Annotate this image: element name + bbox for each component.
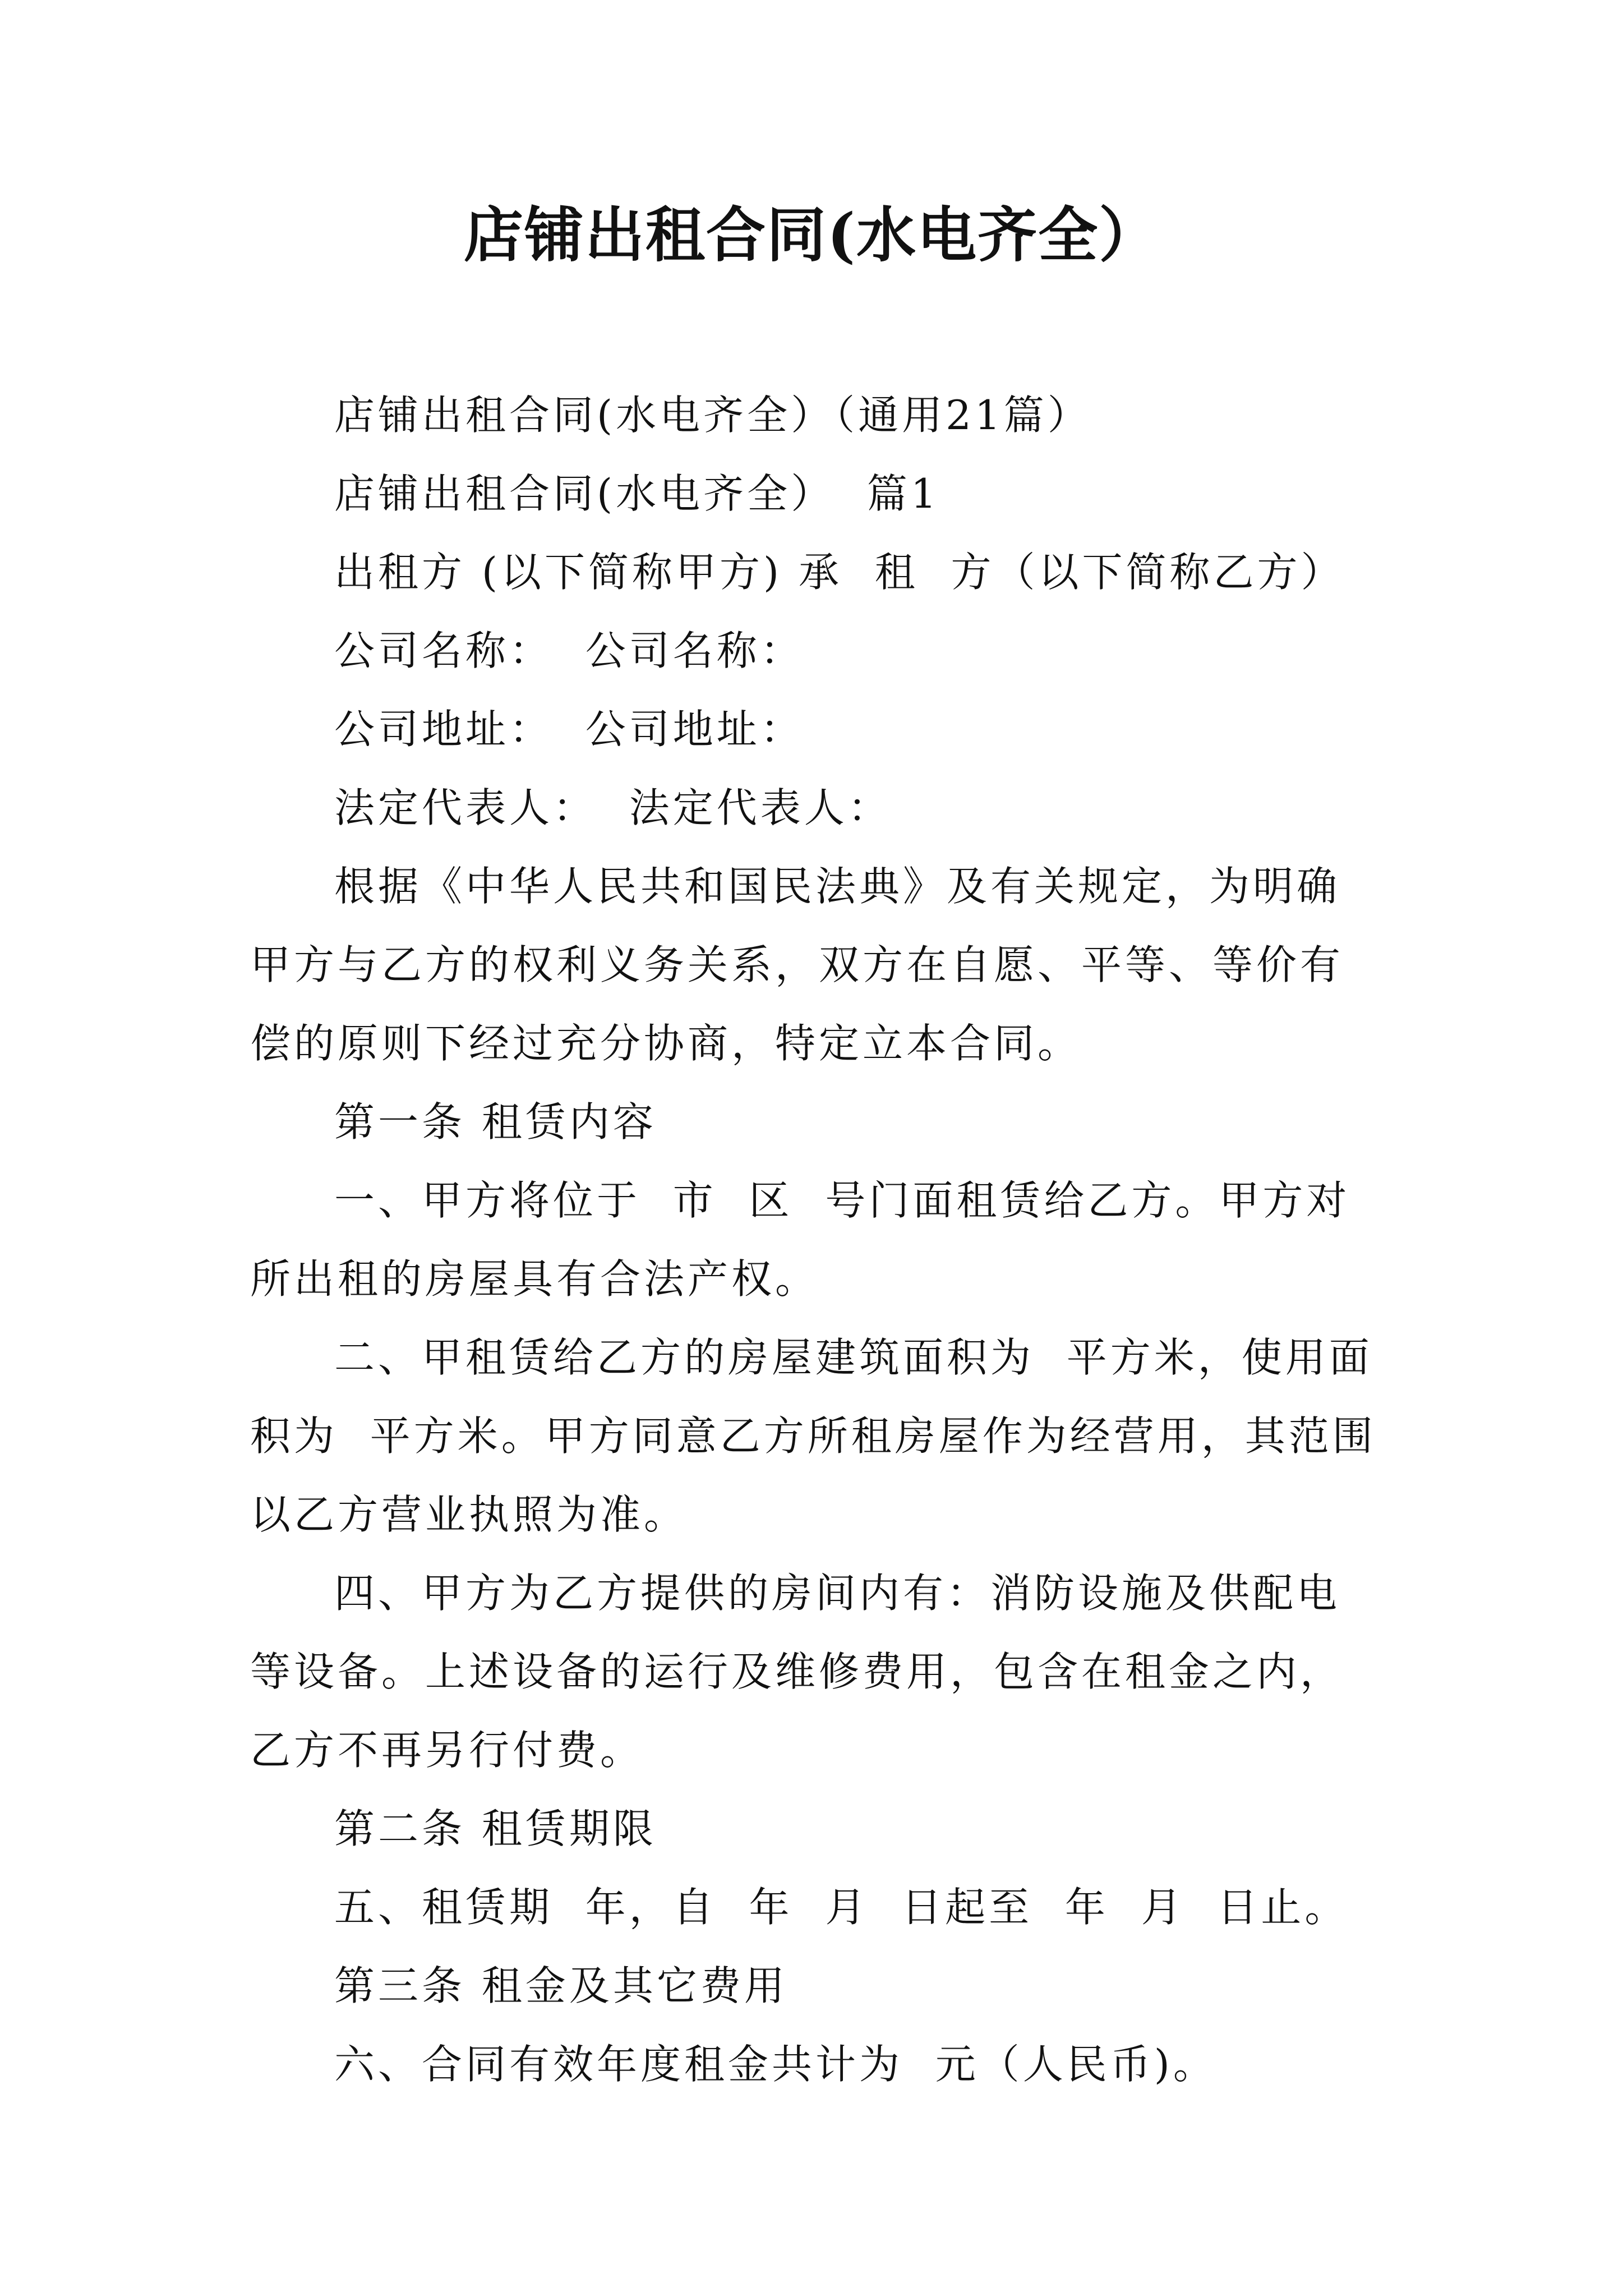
paragraph-article-1-heading: 第一条 租赁内容 [334,1098,657,1145]
paragraph-legal-representative: 法定代表人： 法定代表人： [334,784,892,831]
paragraph-article-2-heading: 第二条 租赁期限 [334,1805,657,1852]
document-body [250,376,1383,2104]
paragraph-clause-6: 六、合同有效年度租金共计为 元（人民币)。 [334,2041,1217,2088]
paragraph-clause-1: 一、甲方将位于 市 区 号门面租赁给乙方。甲方对所出租的房屋具有合法产权。 [250,1177,1350,1303]
paragraph-series-title: 店铺出租合同(水电齐全）（通用21篇） [334,392,1091,439]
paragraph-chapter-heading: 店铺出租合同(水电齐全） 篇1 [334,470,940,517]
document-title: 店铺出租合同(水电齐全） [463,200,1160,270]
paragraph-clause-4: 四、甲方为乙方提供的房间内有：消防设施及供配电等设备。上述设备的运行及维修费用，包含在租金之内，乙方不再另行付费。 [250,1570,1344,1774]
paragraph-clause-5: 五、租赁期 年，自 年 月 日起至 年 月 日止。 [334,1884,1349,1931]
paragraph-article-3-heading: 第三条 租金及其它费用 [334,1962,788,2009]
paragraph-preamble: 根据《中华人民共和国民法典》及有关规定，为明确甲方与乙方的权利义务关系，双方在自愿、平等、等价有偿的原则下经过充分协商，特定立本合同。 [250,863,1344,1067]
paragraph-clause-2: 二、甲租赁给乙方的房屋建筑面积为 平方米，使用面积为 平方米。甲方同意乙方所租房屋作为经营用，其范围以乙方营业执照为准。 [250,1334,1376,1538]
paragraph-company-address: 公司地址： 公司地址： [334,706,804,753]
paragraph-company-name: 公司名称： 公司名称： [334,627,804,674]
paragraph-parties: 出租方 (以下简称甲方) 承 租 方（以下简称乙方） [334,549,1345,596]
